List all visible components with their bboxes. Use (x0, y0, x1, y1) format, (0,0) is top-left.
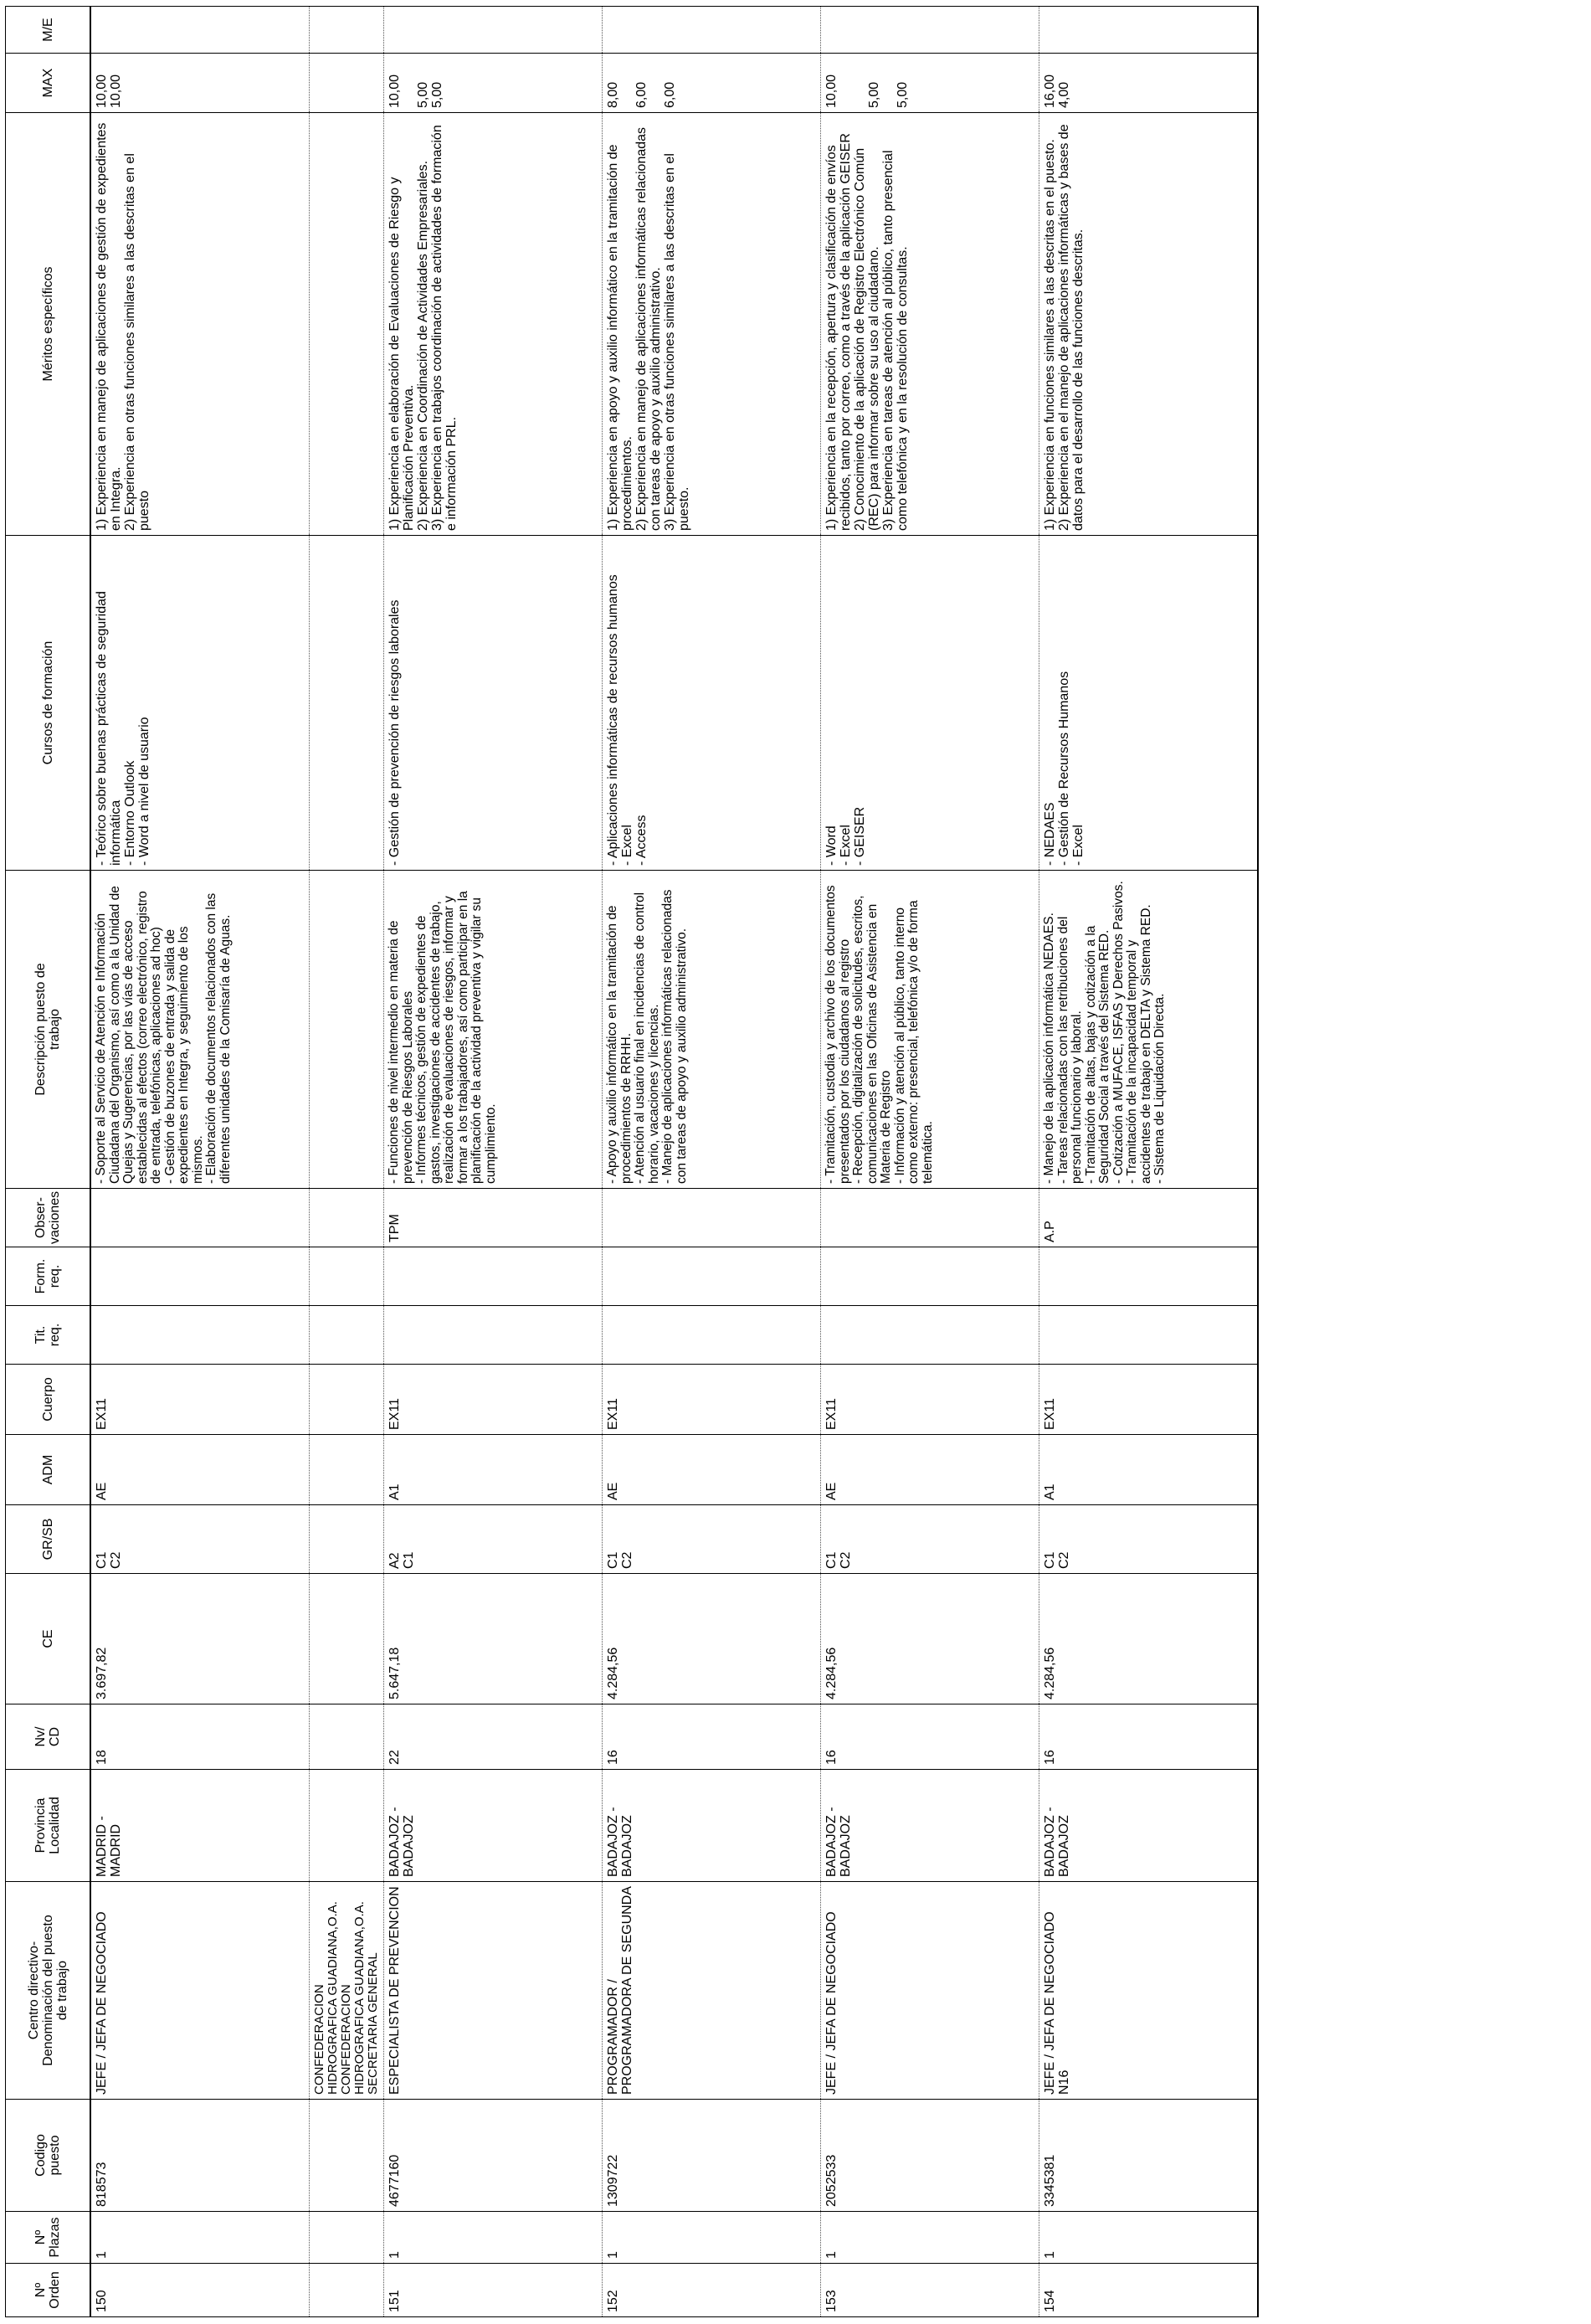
cell-denominacion: JEFE / JEFA DE NEGOCIADO (821, 1882, 1039, 2100)
cell-orden: 153 (821, 2264, 1039, 2317)
cell-obs: TPM (384, 1189, 603, 1247)
table-row (384, 7, 603, 2317)
col-cuerpo: Cuerpo (6, 1365, 91, 1435)
cell-nivel: 22 (384, 1704, 603, 1770)
cell-ce: 4.284,56 (821, 1574, 1039, 1704)
cell-grsb: C1 C2 (90, 1505, 310, 1574)
cell-meritos: 1) Experiencia en la recepción, apertura y clasificación de envíos recibidos, tanto por correo, como a través de la aplicación GEISER 2) Conocimiento de la aplicación de Registro Electrónico Común (REC) para informar sobre su uso al ciudadano. 3) Experiencia en tareas de atención al público, tanto presencial como telefónica y en la resolución de consultas. (821, 113, 1039, 536)
cell-descripcion: - Manejo de la aplicación informática NEDAES. - Tareas relacionadas con las retribuciones del personal funcionario y laboral. - Tramitación de altas, bajas y cotización a la Seguridad Social a través del Sistema RED. - Cotización a MUFACE, ISFAS y Derechos Pasivos. - Tramitación de la incapacidad temporal y accidentes de trabajo en DELTA y Sistema RED. - Sistema de Liquidación Directa. (1039, 871, 1259, 1189)
cell-denominacion: ESPECIALISTA DE PREVENCION (384, 1882, 603, 2100)
cell-provincia: MADRID - MADRID (90, 1770, 310, 1882)
cell-max: 10,00 5,00 5,00 (384, 54, 603, 113)
cell-tit (90, 1306, 310, 1365)
cell-obs (90, 1189, 310, 1247)
cell-orden: 150 (90, 2264, 310, 2317)
cell-grsb: C1 C2 (1039, 1505, 1259, 1574)
cell-cursos: - Word - Excel - GEISER (821, 536, 1039, 871)
cell-descripcion: - Soporte al Servicio de Atención e Información Ciudadana del Organismo, así como a la Unidad de Quejas y Sugerencias, por las vías de acceso establecidas al efectos (correo electrónico, registro de entrada, telefónicas, aplicaciones ad hoc) - Gestión de buzones de entrada y salida de expedientes en Integra, y seguimiento de los mismos. - Elaboración de documentos relacionados con las diferentes unidades de la Comisaría de Aguas. (90, 871, 310, 1189)
cell-nivel: 16 (1039, 1704, 1259, 1770)
cell-orden: 152 (603, 2264, 821, 2317)
table-row (821, 7, 1039, 2317)
cell-nivel: 16 (603, 1704, 821, 1770)
cell-meritos: 1) Experiencia en funciones similares a las descritas en el puesto. 2) Experiencia en el manejo de aplicaciones informáticas y bases de datos para el desarrollo de las funciones descritas. (1039, 113, 1259, 536)
cell-cuerpo: EX11 (603, 1365, 821, 1435)
cell-cuerpo: EX11 (1039, 1365, 1259, 1435)
cell-plazas: 1 (90, 2212, 310, 2264)
cell-nivel: 16 (821, 1704, 1039, 1770)
cell-nivel: 18 (90, 1704, 310, 1770)
cell-ce: 5.647,18 (384, 1574, 603, 1704)
cell-provincia: BADAJOZ - BADAJOZ (603, 1770, 821, 1882)
cell-descripcion: - Tramitación, custodia y archivo de los documentos presentados por los ciudadanos al registro - Recepción, digitalización de solicitudes, escritos, comunicaciones en las Oficinas de Asistencia en Materia de Registro - Información y atención al público, tanto interno como externo: presencial, telefónica y/o de forma telemática. (821, 871, 1039, 1189)
cell-adm: AE (821, 1435, 1039, 1505)
cell-codigo: 4677160 (384, 2100, 603, 2212)
cell-me (821, 7, 1039, 54)
cell-max: 8,00 6,00 6,00 (603, 54, 821, 113)
col-meritos: Méritos específicos (6, 113, 91, 536)
cell-me (384, 7, 603, 54)
cell-adm: A1 (1039, 1435, 1259, 1505)
cell-denominacion: JEFE / JEFA DE NEGOCIADO (90, 1882, 310, 2100)
col-obs: Obser- vaciones (6, 1189, 91, 1247)
cell-cursos: - Gestión de prevención de riesgos laborales (384, 536, 603, 871)
cell-adm: AE (603, 1435, 821, 1505)
cell-me (90, 7, 310, 54)
cell-form (90, 1247, 310, 1306)
col-grsb: GR/SB (6, 1505, 91, 1574)
cell-max: 10,00 5,00 5,00 (821, 54, 1039, 113)
cell-plazas: 1 (384, 2212, 603, 2264)
cell-codigo: 2052533 (821, 2100, 1039, 2212)
col-me: M/E (6, 7, 91, 54)
centro-directivo-cell (310, 1882, 384, 2100)
table-row (603, 7, 821, 2317)
cell-grsb: C1 C2 (603, 1505, 821, 1574)
cell-cursos: - Aplicaciones informáticas de recursos humanos - Excel - Access (603, 536, 821, 871)
cell-cursos: - Teórico sobre buenas prácticas de seguridad informática - Entorno Outlook - Word a nivel de usuario (90, 536, 310, 871)
cell-plazas: 1 (821, 2212, 1039, 2264)
cell-plazas: 1 (1039, 2212, 1259, 2264)
cell-grsb: A2 C1 (384, 1505, 603, 1574)
cell-descripcion: - Apoyo y auxilio informático en la tramitación de procedimientos de RRHH. - Atención al usuario final en incidencias de control horario, vacaciones y licencias. - Manejo de aplicaciones informáticas relacionadas con tareas de apoyo y auxilio administrativo. (603, 871, 821, 1189)
cell-codigo: 3345381 (1039, 2100, 1259, 2212)
col-codigo: Codigo puesto (6, 2100, 91, 2212)
cell-me (603, 7, 821, 54)
col-form: Form. req. (6, 1247, 91, 1306)
cell-form (821, 1247, 1039, 1306)
cell-obs: A.P (1039, 1189, 1259, 1247)
col-provincia: Provincia Localidad (6, 1770, 91, 1882)
cell-cuerpo: EX11 (90, 1365, 310, 1435)
cell-orden: 154 (1039, 2264, 1259, 2317)
centro-directivo-row (310, 7, 384, 2317)
cell-adm: A1 (384, 1435, 603, 1505)
col-tit: Tit. req. (6, 1306, 91, 1365)
header-row (6, 7, 91, 2317)
centro-line-2: CONFEDERACION HIDROGRAFICA GUADIANA,O.A. (339, 1901, 367, 2095)
cell-tit (821, 1306, 1039, 1365)
cell-codigo: 1309722 (603, 2100, 821, 2212)
table-row (1039, 7, 1259, 2317)
cell-orden: 151 (384, 2264, 603, 2317)
cell-denominacion: PROGRAMADOR / PROGRAMADORA DE SEGUNDA (603, 1882, 821, 2100)
cell-meritos: 1) Experiencia en apoyo y auxilio informático en la tramitación de procedimientos. 2) Experiencia en manejo de aplicaciones informáticas relacionadas con tareas de apoyo y auxilio administrativo. 3) Experiencia en otras funciones similares a las descritas en el puesto. (603, 113, 821, 536)
cell-ce: 4.284,56 (1039, 1574, 1259, 1704)
cell-me (1039, 7, 1259, 54)
cell-provincia: BADAJOZ - BADAJOZ (1039, 1770, 1259, 1882)
cell-max: 16,00 4,00 (1039, 54, 1259, 113)
cell-adm: AE (90, 1435, 310, 1505)
cell-tit (603, 1306, 821, 1365)
cell-grsb: C1 C2 (821, 1505, 1039, 1574)
cell-obs (821, 1189, 1039, 1247)
cell-max: 10,00 10,00 (90, 54, 310, 113)
cell-tit (384, 1306, 603, 1365)
cell-provincia: BADAJOZ - BADAJOZ (821, 1770, 1039, 1882)
cell-codigo: 818573 (90, 2100, 310, 2212)
col-max: MAX (6, 54, 91, 113)
cell-tit (1039, 1306, 1259, 1365)
col-orden: Nº Orden (6, 2264, 91, 2317)
centro-line-3: SECRETARIA GENERAL (366, 1952, 380, 2095)
cell-cuerpo: EX11 (384, 1365, 603, 1435)
cell-form (384, 1247, 603, 1306)
col-plazas: Nº Plazas (6, 2212, 91, 2264)
cell-form (1039, 1247, 1259, 1306)
cell-obs (603, 1189, 821, 1247)
vacancies-table (5, 6, 1259, 2317)
col-ce: CE (6, 1574, 91, 1704)
col-descripcion: Descripción puesto de trabajo (6, 871, 91, 1189)
cell-cursos: - NEDAES - Gestión de Recursos Humanos - Excel (1039, 536, 1259, 871)
cell-ce: 3.697,82 (90, 1574, 310, 1704)
cell-denominacion: JEFE / JEFA DE NEGOCIADO N16 (1039, 1882, 1259, 2100)
cell-plazas: 1 (603, 2212, 821, 2264)
table-row (90, 7, 310, 2317)
col-adm: ADM (6, 1435, 91, 1505)
cell-descripcion: - Funciones de nivel intermedio en materia de prevención de Riesgos Laborales - Informes técnicos, gestión de expedientes de gastos, investigaciones de accidentes de trabajo, realización de evaluaciones de riesgos, informar y formar a los trabajadores, así como participar en la planificación de la actividad preventiva y vigilar su cumplimiento. (384, 871, 603, 1189)
cell-cuerpo: EX11 (821, 1365, 1039, 1435)
cell-form (603, 1247, 821, 1306)
col-centro: Centro directivo- Denominación del puesto de trabajo (6, 1882, 91, 2100)
col-nivel: Nv/ CD (6, 1704, 91, 1770)
centro-line-1: CONFEDERACION HIDROGRAFICA GUADIANA,O.A. (312, 1901, 340, 2095)
cell-ce: 4.284,56 (603, 1574, 821, 1704)
cell-provincia: BADAJOZ - BADAJOZ (384, 1770, 603, 1882)
cell-meritos: 1) Experiencia en manejo de aplicaciones de gestión de expedientes en Integra. 2) Experiencia en otras funciones similares a las descritas en el puesto (90, 113, 310, 536)
cell-meritos: 1) Experiencia en elaboración de Evaluaciones de Riesgo y Planificación Preventiva. 2) Experiencia en Coordinación de Actividades Empresariales. 3) Experiencia en trabajos coordinación de actividades de formación e información PRL. (384, 113, 603, 536)
col-cursos: Cursos de formación (6, 536, 91, 871)
